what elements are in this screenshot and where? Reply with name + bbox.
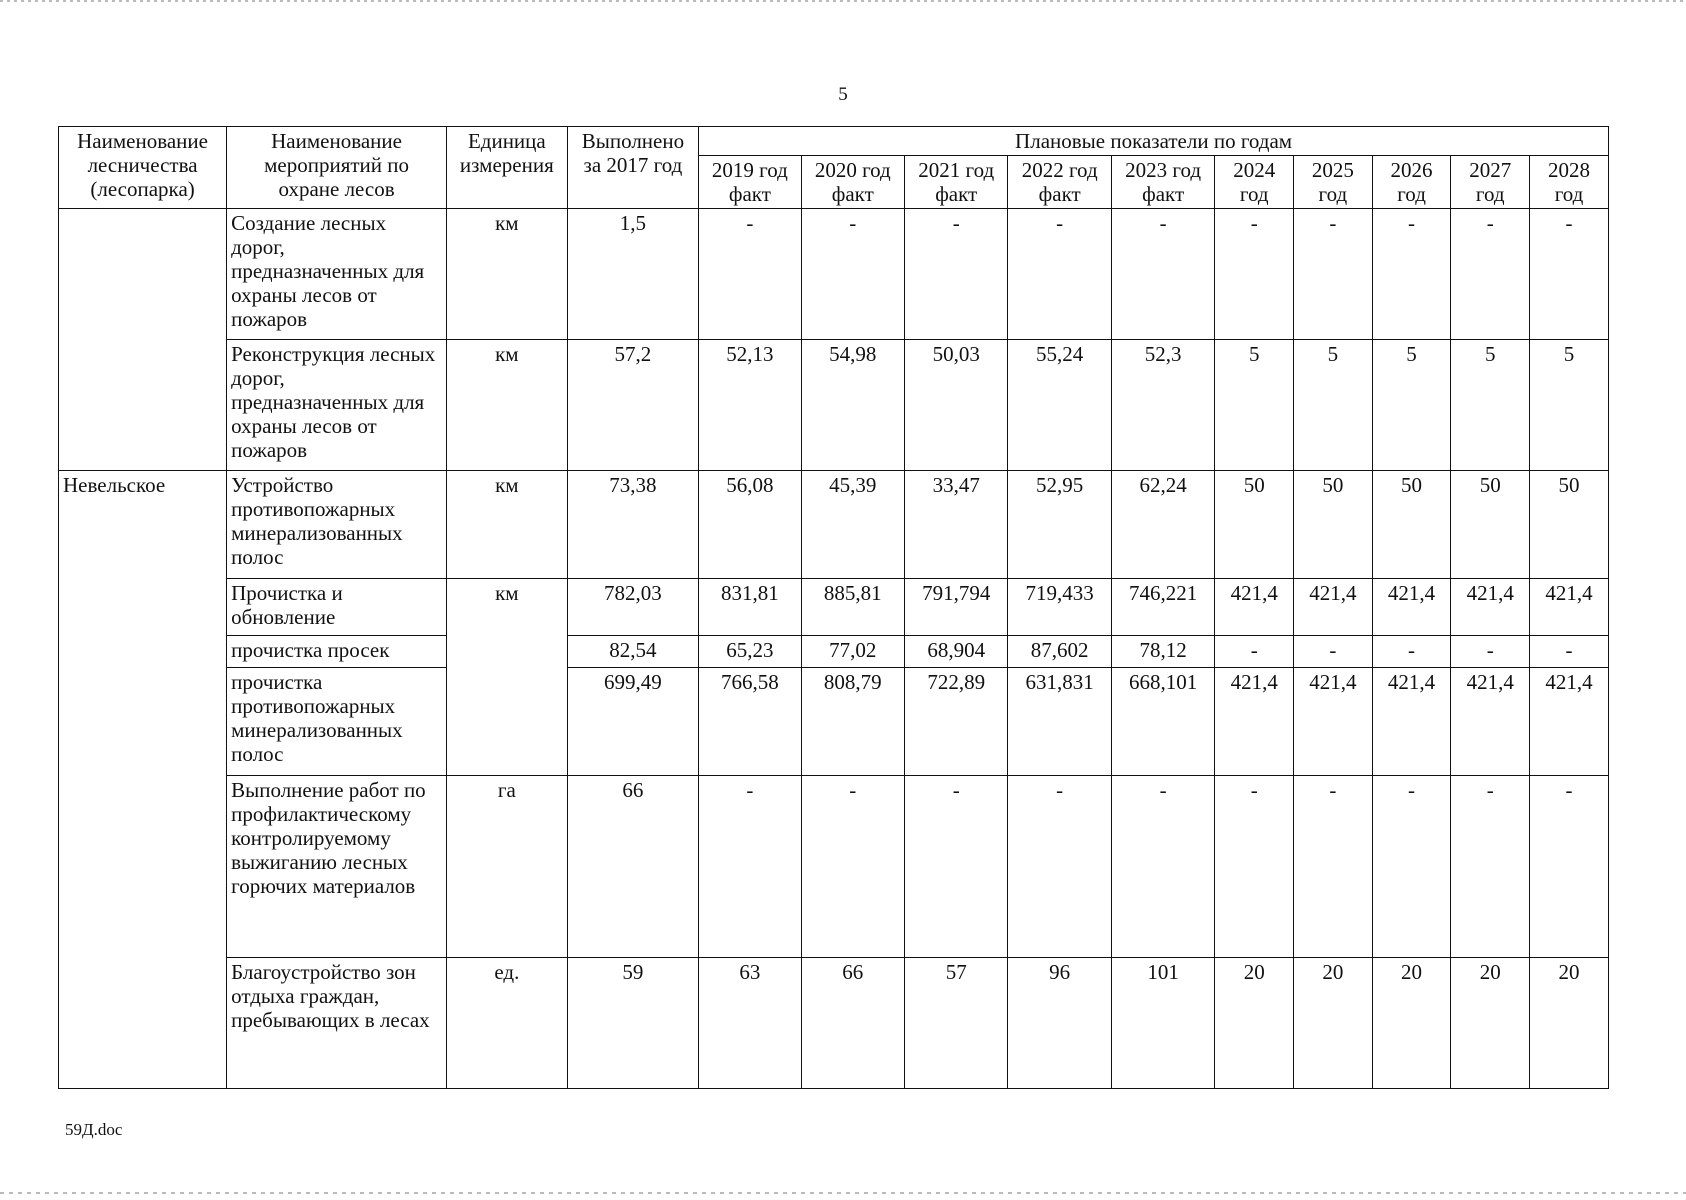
value-cell: 421,4 (1372, 668, 1451, 776)
table-row (59, 958, 1609, 1089)
value-cell: 50 (1294, 471, 1373, 579)
value-cell: 33,47 (905, 471, 1008, 579)
unit-cell: км (446, 579, 567, 776)
done-cell: 66 (567, 776, 698, 958)
header-year: 2023 год факт (1111, 156, 1214, 209)
header-year: 2028 год (1530, 156, 1609, 209)
value-cell: - (905, 776, 1008, 958)
value-cell: 421,4 (1215, 668, 1294, 776)
table-row (59, 579, 1609, 636)
value-cell: 791,794 (905, 579, 1008, 636)
value-cell: - (1451, 776, 1530, 958)
value-cell: 52,13 (699, 340, 801, 471)
value-cell: - (1294, 636, 1373, 668)
measure-cell: Выполнение работ по профилактическому контролируемому выжиганию лесных горючих материалов (227, 776, 447, 958)
table-row (59, 209, 1609, 340)
value-cell: 45,39 (801, 471, 904, 579)
value-cell: 421,4 (1372, 579, 1451, 636)
measure-cell: Устройство противопожарных минерализованных полос (227, 471, 447, 579)
value-cell: 62,24 (1111, 471, 1214, 579)
value-cell: 52,3 (1111, 340, 1214, 471)
value-cell: 885,81 (801, 579, 904, 636)
value-cell: 421,4 (1451, 579, 1530, 636)
measure-cell: Реконструкция лесных дорог, предназначенных для охраны лесов от пожаров (227, 340, 447, 471)
value-cell: - (1451, 636, 1530, 668)
done-cell: 1,5 (567, 209, 698, 340)
value-cell: 668,101 (1111, 668, 1214, 776)
value-cell: 746,221 (1111, 579, 1214, 636)
value-cell: - (1530, 209, 1609, 340)
measure-cell: Благоустройство зон отдыха граждан, пребывающих в лесах (227, 958, 447, 1089)
header-year: 2022 год факт (1008, 156, 1111, 209)
page-number: 5 (838, 84, 848, 105)
value-cell: - (1008, 776, 1111, 958)
value-cell: 421,4 (1530, 579, 1609, 636)
header-year: 2021 год факт (905, 156, 1008, 209)
scan-edge-bottom (0, 1192, 1686, 1194)
value-cell: 50 (1451, 471, 1530, 579)
value-cell: 50,03 (905, 340, 1008, 471)
header-plan: Плановые показатели по годам (699, 127, 1609, 156)
value-cell: 421,4 (1530, 668, 1609, 776)
measure-cell: Создание лесных дорог, предназначенных для охраны лесов от пожаров (227, 209, 447, 340)
value-cell: - (1530, 776, 1609, 958)
value-cell: 5 (1530, 340, 1609, 471)
value-cell: 20 (1215, 958, 1294, 1089)
table-row (59, 668, 1609, 776)
forestry-name-cell: Невельское (59, 471, 227, 1089)
value-cell: - (699, 209, 801, 340)
measure-cell: Прочистка и обновление (227, 579, 447, 636)
value-cell: 77,02 (801, 636, 904, 668)
table-row (59, 776, 1609, 958)
header-year: 2020 год факт (801, 156, 904, 209)
done-cell: 59 (567, 958, 698, 1089)
scan-edge-top (0, 0, 1686, 2)
header-year: 2019 год факт (699, 156, 801, 209)
value-cell: 719,433 (1008, 579, 1111, 636)
forestry-cell-empty (59, 209, 227, 471)
value-cell: - (1215, 776, 1294, 958)
value-cell: - (1215, 209, 1294, 340)
value-cell: - (1294, 209, 1373, 340)
value-cell: 101 (1111, 958, 1214, 1089)
value-cell: 631,831 (1008, 668, 1111, 776)
unit-cell: ед. (446, 958, 567, 1089)
unit-cell: км (446, 209, 567, 340)
unit-cell: км (446, 471, 567, 579)
value-cell: 50 (1530, 471, 1609, 579)
value-cell: 78,12 (1111, 636, 1214, 668)
value-cell: 421,4 (1294, 668, 1373, 776)
done-cell: 782,03 (567, 579, 698, 636)
value-cell: 766,58 (699, 668, 801, 776)
value-cell: - (1372, 209, 1451, 340)
value-cell: - (1530, 636, 1609, 668)
footer-filename: 59Д.doc (65, 1120, 123, 1139)
done-cell: 73,38 (567, 471, 698, 579)
header-year: 2027 год (1451, 156, 1530, 209)
table-row (59, 471, 1609, 579)
value-cell: - (1111, 776, 1214, 958)
value-cell: 831,81 (699, 579, 801, 636)
value-cell: 20 (1294, 958, 1373, 1089)
value-cell: 63 (699, 958, 801, 1089)
value-cell: 96 (1008, 958, 1111, 1089)
measure-cell: прочистка просек (227, 636, 447, 668)
value-cell: - (905, 209, 1008, 340)
value-cell: 54,98 (801, 340, 904, 471)
value-cell: 52,95 (1008, 471, 1111, 579)
done-cell: 57,2 (567, 340, 698, 471)
value-cell: - (1451, 209, 1530, 340)
table-row (59, 340, 1609, 471)
value-cell: 5 (1372, 340, 1451, 471)
measure-cell: прочистка противопожарных минерализованных полос (227, 668, 447, 776)
header-year: 2025 год (1294, 156, 1373, 209)
value-cell: - (1008, 209, 1111, 340)
value-cell: 87,602 (1008, 636, 1111, 668)
header-unit: Единица измерения (446, 127, 567, 209)
value-cell: 50 (1215, 471, 1294, 579)
unit-cell: га (446, 776, 567, 958)
value-cell: 808,79 (801, 668, 904, 776)
header-forestry: Наименование лесничества (лесопарка) (59, 127, 227, 209)
value-cell: 65,23 (699, 636, 801, 668)
value-cell: - (1215, 636, 1294, 668)
value-cell: 55,24 (1008, 340, 1111, 471)
done-cell: 82,54 (567, 636, 698, 668)
header-year: 2024 год (1215, 156, 1294, 209)
value-cell: 68,904 (905, 636, 1008, 668)
unit-cell: км (446, 340, 567, 471)
table-row (59, 636, 1609, 668)
value-cell: 421,4 (1451, 668, 1530, 776)
value-cell: 20 (1372, 958, 1451, 1089)
value-cell: - (1372, 776, 1451, 958)
value-cell: 50 (1372, 471, 1451, 579)
value-cell: - (699, 776, 801, 958)
value-cell: 5 (1294, 340, 1373, 471)
value-cell: 421,4 (1215, 579, 1294, 636)
measures-table (58, 126, 1609, 1089)
header-measure: Наименование мероприятий по охране лесов (227, 127, 447, 209)
header-done-2017: Выполнено за 2017 год (567, 127, 698, 209)
value-cell: 66 (801, 958, 904, 1089)
value-cell: 421,4 (1294, 579, 1373, 636)
value-cell: - (801, 209, 904, 340)
done-cell: 699,49 (567, 668, 698, 776)
header-year: 2026 год (1372, 156, 1451, 209)
value-cell: - (1294, 776, 1373, 958)
value-cell: - (1111, 209, 1214, 340)
value-cell: 20 (1451, 958, 1530, 1089)
value-cell: 20 (1530, 958, 1609, 1089)
value-cell: 722,89 (905, 668, 1008, 776)
value-cell: 57 (905, 958, 1008, 1089)
value-cell: - (1372, 636, 1451, 668)
value-cell: - (801, 776, 904, 958)
value-cell: 56,08 (699, 471, 801, 579)
value-cell: 5 (1215, 340, 1294, 471)
value-cell: 5 (1451, 340, 1530, 471)
